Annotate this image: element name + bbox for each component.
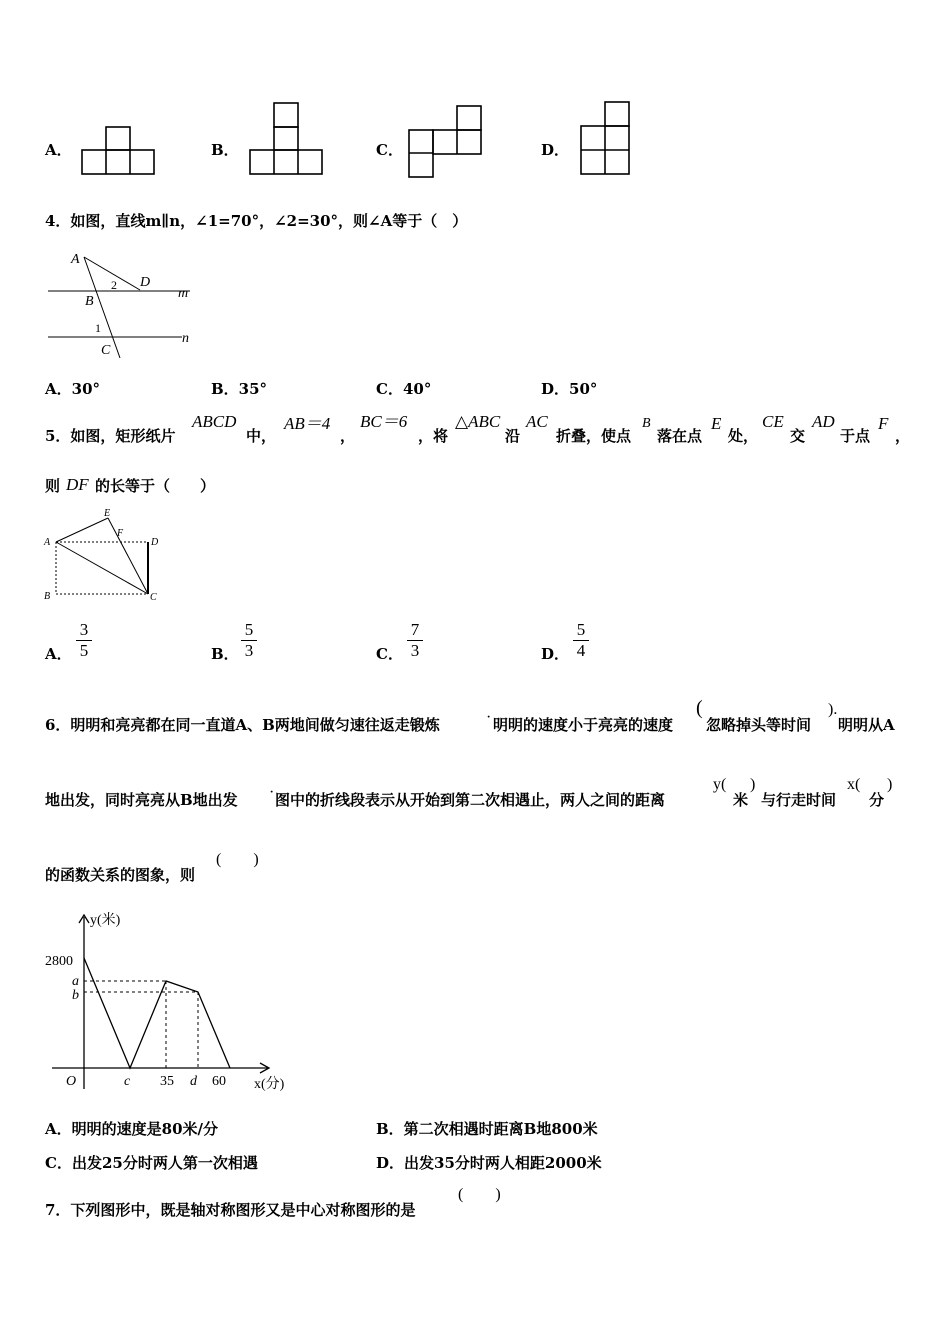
q5-figure: [44, 506, 164, 606]
q4-option-a: A．30°: [45, 380, 101, 398]
q5-math-f: F: [878, 414, 889, 433]
q3-option-d-label: D．: [541, 141, 570, 159]
q5-math-ab: AB＝4: [284, 414, 331, 433]
q5-option-c-label: C．: [376, 645, 403, 663]
q3-option-d-figure: [579, 101, 631, 177]
q5-point-a-label: A: [44, 537, 51, 548]
q5-stem-part8: 交: [790, 427, 806, 445]
q5-math-bc: BC＝6: [360, 412, 408, 431]
q3-option-c-figure: [407, 105, 485, 179]
q5-option-d-fraction: $\frac{5}{4}$: [573, 620, 589, 661]
q5-stem-part1: 5．如图，矩形纸片: [45, 427, 176, 445]
q3-option-b-label: B．: [211, 141, 239, 159]
q6-stem-line2a: 地出发，同时亮亮从B地出发: [45, 791, 238, 809]
q6-stem-paren-open: (: [696, 697, 703, 719]
q5-option-a-label: A．: [45, 645, 72, 663]
q5-stem-part9: 于点: [840, 427, 871, 445]
q6-graph: [40, 905, 305, 1095]
q5-point-b-label: B: [44, 591, 51, 602]
q5-point-f-label: F: [117, 528, 124, 539]
q6-stem-dot1: ·: [486, 709, 492, 726]
q6-stem-line1d: 明明从A: [838, 716, 895, 734]
q6-stem-line1c: 忽略掉头等时间: [706, 716, 812, 734]
q6-stem-unit-meter: 米: [733, 791, 749, 809]
q4-line-n-label: n: [182, 331, 189, 346]
q5-stem-part10: ，: [895, 427, 911, 445]
q5-stem-part5: 折叠，使点: [556, 427, 632, 445]
q5-option-b-fraction: $\frac{5}{3}$: [241, 620, 257, 661]
q6-graph-tick-60: 60: [212, 1074, 226, 1089]
q6-option-c: C．出发25分时两人第一次相遇: [45, 1154, 258, 1172]
q5-math-df: DF: [66, 475, 89, 494]
q6-stem-dot2: ·: [269, 784, 275, 801]
q6-stem-x-symbol: x(: [847, 776, 861, 793]
q4-angle-1-label: 1: [95, 321, 101, 335]
q4-point-a-label: A: [71, 252, 80, 267]
q5-point-d-label: D: [151, 537, 159, 548]
q6-graph-tick-35: 35: [160, 1074, 174, 1089]
q4-figure: [45, 248, 205, 363]
q5-stem-part4: 沿: [505, 427, 521, 445]
q6-graph-x-axis-label: x(分): [254, 1077, 285, 1092]
q6-graph-tick-2800: 2800: [45, 954, 73, 969]
q6-stem-paren-close: ).: [828, 701, 838, 718]
q6-option-b: B．第二次相遇时距离B地800米: [376, 1120, 598, 1138]
q6-stem-y-symbol: y(: [713, 776, 727, 793]
q6-stem-close2: ): [887, 776, 893, 793]
q7-answer-blank: ( ): [458, 1186, 501, 1203]
q5-stem-comma: ，: [340, 427, 356, 445]
q3-option-a-figure: [80, 126, 155, 176]
q4-angle-2-label: 2: [111, 278, 117, 292]
q3-option-c-label: C．: [376, 141, 403, 159]
q5-option-d-label: D．: [541, 645, 570, 663]
q4-option-c: C．40°: [376, 380, 432, 398]
q6-stem-line3: 的函数关系的图象，则: [45, 866, 196, 884]
q6-graph-origin: O: [66, 1074, 77, 1089]
q6-option-a: A．明明的速度是80米/分: [45, 1120, 218, 1138]
q5-stem-line2a: 则: [45, 477, 61, 495]
q5-math-e: E: [711, 414, 722, 433]
q5-stem-part2: 中，: [246, 427, 277, 445]
q5-point-c-label: C: [150, 592, 157, 603]
q4-point-c-label: C: [101, 343, 111, 358]
q4-option-b: B．35°: [211, 380, 268, 398]
q6-stem-line2d: 与行走时间: [761, 791, 837, 809]
q5-math-b: B: [642, 416, 651, 431]
q5-stem-part6: 落在点: [657, 427, 703, 445]
q7-stem: 7．下列图形中，既是轴对称图形又是中心对称图形的是: [45, 1201, 416, 1219]
q6-graph-tick-c: c: [124, 1074, 131, 1089]
q4-line-m-label: m: [178, 286, 189, 301]
q5-option-b-label: B．: [211, 645, 239, 663]
q3-option-a-label: A．: [45, 141, 72, 159]
q6-stem-line1b: 明明的速度小于亮亮的速度: [493, 716, 674, 734]
q3-option-b-figure: [248, 102, 323, 176]
q6-answer-blank: ( ): [216, 851, 259, 868]
q6-stem-line2b: 图中的折线段表示从开始到第二次相遇止，两人之间的距离: [275, 791, 666, 809]
q5-stem-part7: 处，: [728, 427, 759, 445]
q6-stem-close1: ): [750, 776, 756, 793]
q6-graph-tick-a: a: [72, 974, 79, 989]
q6-option-d: D．出发35分时两人相距2000米: [376, 1154, 602, 1172]
q6-graph-y-axis-label: y(米): [90, 913, 121, 928]
q5-point-e-label: E: [104, 508, 111, 519]
q4-point-b-label: B: [85, 294, 94, 309]
q5-math-abcd: ABCD: [192, 412, 237, 431]
q6-graph-tick-d: d: [190, 1074, 197, 1089]
q4-option-d: D．50°: [541, 380, 598, 398]
q5-math-ce: CE: [762, 412, 784, 431]
q5-stem-part3: ，将: [418, 427, 449, 445]
q4-point-d-label: D: [140, 275, 151, 290]
q4-stem: 4．如图，直线m∥n，∠1=70°，∠2=30°，则∠A等于（ ）: [45, 212, 468, 230]
q5-math-ac: AC: [526, 412, 548, 431]
q5-math-triangle: △ABC: [455, 412, 501, 431]
q5-math-ad: AD: [812, 412, 835, 431]
q5-stem-line2b: 的长等于（ ）: [95, 477, 216, 495]
q6-graph-tick-b: b: [72, 988, 79, 1003]
q5-option-c-fraction: $\frac{7}{3}$: [407, 620, 423, 661]
q6-stem-line1a: 6．明明和亮亮都在同一直道A、B两地间做匀速往返走锻炼: [45, 716, 440, 734]
q5-option-a-fraction: $\frac{3}{5}$: [76, 620, 92, 661]
q6-stem-unit-minute: 分: [869, 791, 885, 809]
